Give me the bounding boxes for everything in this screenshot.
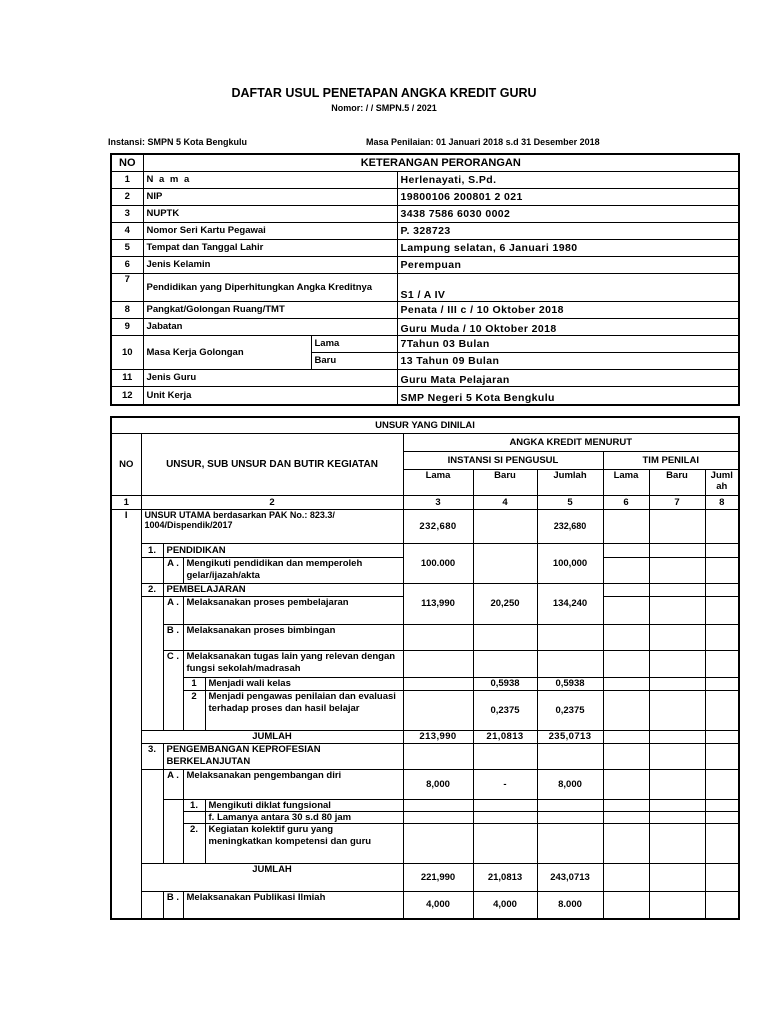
empty-cell (603, 583, 649, 596)
empty-cell (603, 624, 649, 650)
empty-cell (141, 823, 163, 863)
row-number: 10 (111, 335, 143, 369)
empty-cell (603, 650, 649, 677)
document-title: DAFTAR USUL PENETAPAN ANGKA KREDIT GURU (231, 86, 537, 100)
empty-cell (473, 743, 537, 769)
row-number: 3 (111, 205, 143, 222)
value-lama: 8,000 (403, 769, 473, 799)
activity-label: Melaksanakan tugas lain yang relevan dengan fungsi sekolah/madrasah (183, 650, 403, 677)
item-number: 2 (183, 690, 205, 730)
col-num: 2 (141, 495, 403, 509)
empty-cell (141, 557, 163, 583)
personal-row (111, 256, 739, 273)
sub-letter: C . (163, 650, 183, 677)
value-lama: 213,990 (403, 730, 473, 743)
column-number-row (111, 495, 739, 509)
personal-col-keterangan: KETERANGAN PERORANGAN (143, 154, 739, 171)
jumlah-header: Jumlah (537, 469, 603, 495)
activity-label: Mengikuti pendidikan dan memperoleh gelar/ijazah/akta (183, 557, 403, 583)
field-value: Guru Muda / 10 Oktober 2018 (397, 318, 739, 335)
empty-cell (403, 690, 473, 730)
personal-row (111, 301, 739, 318)
table-row (111, 769, 739, 799)
row-number: 8 (111, 301, 143, 318)
field-label: Masa Kerja Golongan (143, 335, 311, 369)
value-baru: 21,0813 (473, 863, 537, 891)
empty-cell (473, 624, 537, 650)
empty-cell (141, 650, 163, 677)
col-num: 4 (473, 495, 537, 509)
personal-header-row (111, 154, 739, 171)
personal-row (111, 171, 739, 188)
empty-cell (649, 891, 705, 919)
personal-row (111, 222, 739, 239)
empty-cell (649, 624, 705, 650)
table-row (111, 677, 739, 690)
empty-cell (705, 743, 739, 769)
value-jumlah: 232,680 (537, 509, 603, 543)
jumlah-row (111, 730, 739, 743)
value-jumlah: 243,0713 (537, 863, 603, 891)
col-num: 7 (649, 495, 705, 509)
empty-cell (705, 583, 739, 596)
col-num: 8 (705, 495, 739, 509)
table-row (111, 650, 739, 677)
empty-cell (111, 650, 141, 677)
activity-label: Menjadi wali kelas (205, 677, 403, 690)
value-baru: 0,2375 (473, 690, 537, 730)
empty-cell (603, 823, 649, 863)
row-number: 1 (111, 171, 143, 188)
table-row (111, 624, 739, 650)
value-jumlah: 0,2375 (537, 690, 603, 730)
empty-cell (403, 624, 473, 650)
table-row (111, 583, 739, 596)
empty-cell (705, 650, 739, 677)
document-number: Nomor: / / SMPN.5 / 2021 (331, 103, 437, 113)
empty-cell (705, 799, 739, 811)
empty-cell (603, 509, 649, 543)
empty-cell (603, 677, 649, 690)
empty-cell (403, 823, 473, 863)
empty-cell (111, 769, 141, 799)
empty-cell (403, 677, 473, 690)
value-jumlah: 235,0713 (537, 730, 603, 743)
value-jumlah: 0,5938 (537, 677, 603, 690)
empty-cell (141, 596, 163, 624)
field-label: N a m a (143, 171, 397, 188)
field-value: S1 / A IV (397, 273, 739, 301)
empty-cell (403, 743, 473, 769)
empty-cell (705, 730, 739, 743)
empty-cell (111, 823, 141, 863)
empty-cell (603, 596, 649, 624)
value-lama: 113,990 (403, 583, 473, 624)
personal-row (111, 335, 739, 352)
baru-header: Baru (473, 469, 537, 495)
empty-cell (649, 690, 705, 730)
field-label: Nomor Seri Kartu Pegawai (143, 222, 397, 239)
personal-row (111, 318, 739, 335)
field-value: 3438 7586 6030 0002 (397, 205, 739, 222)
col-num: 6 (603, 495, 649, 509)
empty-cell (141, 624, 163, 650)
tim-baru-header: Baru (649, 469, 705, 495)
activity-label: Kegiatan kolektif guru yang meningkatkan kompetensi dan guru (205, 823, 403, 863)
activity-label: Melaksanakan proses pembelajaran (183, 596, 403, 624)
activity-label: Menjadi pengawas penilaian dan evaluasi terhadap proses dan hasil belajar (205, 690, 403, 730)
field-sublabel-lama: Lama (311, 335, 397, 352)
empty-cell (473, 650, 537, 677)
empty-cell (649, 730, 705, 743)
table-row (111, 543, 739, 557)
empty-cell (111, 799, 141, 811)
activity-label: Melaksanakan Publikasi Ilmiah (183, 891, 403, 919)
value-jumlah: 134,240 (537, 583, 603, 624)
empty-cell (649, 811, 705, 823)
tim-penilai-header: TIM PENILAI (603, 451, 739, 469)
masa-penilaian-text: Masa Penilaian: 01 Januari 2018 s.d 31 Desember 2018 (366, 137, 600, 147)
field-value: Perempuan (397, 256, 739, 273)
value-lama: 232,680 (403, 509, 473, 543)
empty-cell (163, 811, 183, 823)
empty-cell (603, 557, 649, 583)
empty-cell (141, 690, 163, 730)
sub-letter: B . (163, 624, 183, 650)
empty-cell (649, 677, 705, 690)
empty-cell (111, 690, 141, 730)
value-baru: 20,250 (473, 583, 537, 624)
empty-cell (111, 811, 141, 823)
tim-jumlah-header: Juml ah (705, 469, 739, 495)
empty-cell (537, 811, 603, 823)
field-label: NUPTK (143, 205, 397, 222)
col-num: 1 (111, 495, 141, 509)
empty-cell (163, 677, 183, 690)
unsur-header: UNSUR, SUB UNSUR DAN BUTIR KEGIATAN (141, 433, 403, 495)
activity-label: UNSUR UTAMA berdasarkan PAK No.: 823.3/ 1004/Dispendik/2017 (141, 509, 403, 543)
empty-cell (141, 891, 163, 919)
field-sublabel-baru: Baru (311, 352, 397, 369)
empty-cell (111, 624, 141, 650)
personal-info-table (110, 153, 740, 406)
empty-cell (473, 811, 537, 823)
tim-lama-header: Lama (603, 469, 649, 495)
item-number: 1 (183, 677, 205, 690)
empty-cell (705, 811, 739, 823)
personal-row (111, 188, 739, 205)
value-lama: 221,990 (403, 863, 473, 891)
field-label: Tempat dan Tanggal Lahir (143, 239, 397, 256)
instansi-header: INSTANSI SI PENGUSUL (403, 451, 603, 469)
empty-cell (537, 624, 603, 650)
empty-cell (649, 743, 705, 769)
empty-cell (537, 650, 603, 677)
field-value: Lampung selatan, 6 Januari 1980 (397, 239, 739, 256)
field-value: 13 Tahun 09 Bulan (397, 352, 739, 369)
empty-cell (603, 690, 649, 730)
empty-cell (649, 583, 705, 596)
personal-row (111, 239, 739, 256)
empty-cell (111, 863, 141, 891)
field-value: 7Tahun 03 Bulan (397, 335, 739, 352)
header-row (111, 417, 739, 433)
empty-cell (111, 891, 141, 919)
empty-cell (603, 863, 649, 891)
sub-letter: A . (163, 557, 183, 583)
empty-cell (111, 596, 141, 624)
table-row (111, 891, 739, 919)
header-row (111, 433, 739, 451)
empty-cell (141, 769, 163, 799)
row-number: 11 (111, 369, 143, 386)
section-label: PENDIDIKAN (163, 543, 403, 557)
empty-cell (649, 509, 705, 543)
section-number: 3. (141, 743, 163, 769)
empty-cell (111, 543, 141, 557)
row-number: 12 (111, 386, 143, 405)
personal-row (111, 369, 739, 386)
empty-cell (163, 690, 183, 730)
table-row (111, 799, 739, 811)
empty-cell (111, 730, 141, 743)
value-lama: 100.000 (403, 543, 473, 583)
field-label: Jabatan (143, 318, 397, 335)
empty-cell (603, 811, 649, 823)
empty-cell (537, 743, 603, 769)
personal-row (111, 205, 739, 222)
empty-cell (403, 811, 473, 823)
roman-number: I (111, 509, 141, 543)
jumlah-label: JUMLAH (141, 730, 403, 743)
value-baru (473, 509, 537, 543)
field-value: SMP Negeri 5 Kota Bengkulu (397, 386, 739, 405)
empty-cell (111, 583, 141, 596)
empty-cell (473, 823, 537, 863)
empty-cell (603, 730, 649, 743)
unsur-dinilai-header: UNSUR YANG DINILAI (111, 417, 739, 433)
field-label: Unit Kerja (143, 386, 397, 405)
field-label: Jenis Kelamin (143, 256, 397, 273)
sub-letter: A . (163, 596, 183, 624)
empty-cell (705, 823, 739, 863)
empty-cell (183, 811, 205, 823)
empty-cell (473, 543, 537, 583)
field-label: Jenis Guru (143, 369, 397, 386)
empty-cell (649, 543, 705, 557)
value-jumlah: 8,000 (537, 769, 603, 799)
row-number: 4 (111, 222, 143, 239)
lama-header: Lama (403, 469, 473, 495)
col-num: 5 (537, 495, 603, 509)
empty-cell (705, 557, 739, 583)
value-lama: 4,000 (403, 891, 473, 919)
field-value: Guru Mata Pelajaran (397, 369, 739, 386)
instansi-text: Instansi: SMPN 5 Kota Bengkulu (108, 137, 248, 147)
empty-cell (649, 823, 705, 863)
empty-cell (705, 543, 739, 557)
empty-cell (473, 799, 537, 811)
table-row (111, 823, 739, 863)
field-value: Herlenayati, S.Pd. (397, 171, 739, 188)
row-number: 5 (111, 239, 143, 256)
activity-label: Melaksanakan proses bimbingan (183, 624, 403, 650)
empty-cell (403, 650, 473, 677)
field-value: P. 328723 (397, 222, 739, 239)
empty-cell (603, 743, 649, 769)
assessment-table (110, 416, 740, 920)
activity-label: Mengikuti diklat fungsional (205, 799, 403, 811)
empty-cell (649, 596, 705, 624)
empty-cell (163, 823, 183, 863)
row-number: 2 (111, 188, 143, 205)
field-label: Pangkat/Golongan Ruang/TMT (143, 301, 397, 318)
jumlah-label: JUMLAH (141, 863, 403, 891)
value-baru: 21,0813 (473, 730, 537, 743)
empty-cell (705, 891, 739, 919)
section-label: PEMBELAJARAN (163, 583, 403, 596)
angka-kredit-header: ANGKA KREDIT MENURUT (403, 433, 739, 451)
empty-cell (649, 650, 705, 677)
empty-cell (705, 769, 739, 799)
empty-cell (537, 823, 603, 863)
personal-row (111, 386, 739, 405)
table-row (111, 811, 739, 823)
empty-cell (603, 543, 649, 557)
empty-cell (705, 624, 739, 650)
empty-cell (603, 769, 649, 799)
section-label: PENGEMBANGAN KEPROFESIAN BERKELANJUTAN (163, 743, 403, 769)
empty-cell (111, 743, 141, 769)
section-number: 2. (141, 583, 163, 596)
section-number: 1. (141, 543, 163, 557)
empty-cell (705, 509, 739, 543)
empty-cell (111, 677, 141, 690)
item-number: 2. (183, 823, 205, 863)
row-number: 9 (111, 318, 143, 335)
empty-cell (141, 799, 163, 811)
personal-col-no: NO (111, 154, 143, 171)
no-header: NO (111, 433, 141, 495)
field-value: 19800106 200801 2 021 (397, 188, 739, 205)
row-number: 6 (111, 256, 143, 273)
empty-cell (603, 799, 649, 811)
personal-row (111, 273, 739, 301)
table-row (111, 509, 739, 543)
table-row (111, 743, 739, 769)
empty-cell (649, 799, 705, 811)
empty-cell (705, 690, 739, 730)
empty-cell (705, 677, 739, 690)
field-value: Penata / III c / 10 Oktober 2018 (397, 301, 739, 318)
sub-letter: A . (163, 769, 183, 799)
empty-cell (705, 596, 739, 624)
jumlah-row (111, 863, 739, 891)
sub-letter: B . (163, 891, 183, 919)
value-jumlah: 100,000 (537, 543, 603, 583)
field-label: NIP (143, 188, 397, 205)
empty-cell (537, 799, 603, 811)
col-num: 3 (403, 495, 473, 509)
value-baru: 0,5938 (473, 677, 537, 690)
field-label: Pendidikan yang Diperhitungkan Angka Kreditnya (143, 273, 397, 301)
row-number: 7 (111, 273, 143, 301)
empty-cell (111, 557, 141, 583)
table-row (111, 690, 739, 730)
empty-cell (705, 863, 739, 891)
empty-cell (649, 769, 705, 799)
value-jumlah: 8.000 (537, 891, 603, 919)
activity-label: f. Lamanya antara 30 s.d 80 jam (205, 811, 403, 823)
item-number: 1. (183, 799, 205, 811)
value-baru: 4,000 (473, 891, 537, 919)
empty-cell (141, 677, 163, 690)
activity-label: Melaksanakan pengembangan diri (183, 769, 403, 799)
empty-cell (603, 891, 649, 919)
empty-cell (649, 557, 705, 583)
empty-cell (141, 811, 163, 823)
empty-cell (163, 799, 183, 811)
value-baru: - (473, 769, 537, 799)
empty-cell (649, 863, 705, 891)
empty-cell (403, 799, 473, 811)
